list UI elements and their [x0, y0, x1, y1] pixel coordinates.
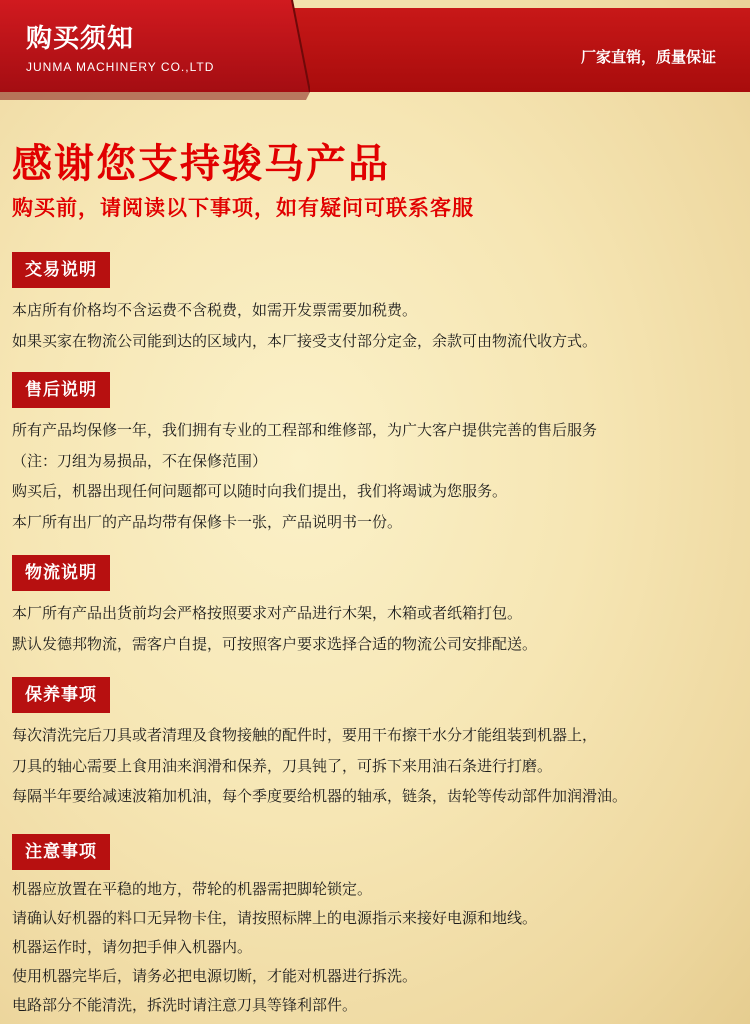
section-line: 如果买家在物流公司能到达的区域内，本厂接受支付部分定金，余款可由物流代收方式。 [12, 331, 598, 350]
section-body [12, 598, 742, 659]
section-line: 机器运作时，请勿把手伸入机器内。 [12, 938, 253, 956]
section-after-sales [12, 372, 742, 537]
section-line: 每次清洗完后刀具或者清理及食物接触的配件时，要用干布擦干水分才能组装到机器上， [12, 726, 598, 744]
section-label: 注意事项 [12, 834, 110, 870]
section-line: 使用机器完毕后，请务必把电源切断，才能对机器进行拆洗。 [12, 967, 418, 985]
section-line: 默认发德邦物流，需客户自提，可按照客户要求选择合适的物流公司安排配送。 [12, 634, 538, 653]
page-title: 购买须知 [26, 24, 135, 54]
header-tagline: 厂家直销，质量保证 [580, 48, 716, 66]
section-label: 交易说明 [12, 252, 110, 288]
section-label: 物流说明 [12, 555, 110, 591]
section-trade [12, 252, 742, 356]
header-bar [290, 8, 750, 92]
main-title: 感谢您支持骏马产品 [12, 141, 390, 187]
section-line: 本厂所有产品出货前均会严格按照要求对产品进行木架，木箱或者纸箱打包。 [12, 604, 523, 622]
company-name: JUNMA MACHINERY CO.,LTD [26, 60, 215, 74]
section-label: 售后说明 [12, 372, 110, 408]
header-title-banner [0, 0, 310, 92]
section-body [12, 415, 742, 537]
section-precautions [12, 834, 742, 1020]
section-line: 所有产品均保修一年，我们拥有专业的工程部和维修部，为广大客户提供完善的售后服务 [12, 421, 598, 439]
main-subtitle: 购买前，请阅读以下事项，如有疑问可联系客服 [12, 196, 474, 220]
section-label: 保养事项 [12, 677, 110, 713]
section-line: 刀具的轴心需要上食用油来润滑和保养，刀具钝了，可拆下来用油石条进行打磨。 [12, 756, 553, 775]
section-line: 机器应放置在平稳的地方，带轮的机器需把脚轮锁定。 [12, 880, 373, 898]
section-body [12, 720, 742, 812]
section-line: 购买后，机器出现任何问题都可以随时向我们提出，我们将竭诚为您服务。 [12, 482, 508, 500]
section-body [12, 295, 742, 356]
section-maintenance [12, 677, 742, 812]
section-line: 本厂所有出厂的产品均带有保修卡一张，产品说明书一份。 [12, 512, 403, 531]
section-line: 电路部分不能清洗，拆洗时请注意刀具等锋利部件。 [12, 996, 358, 1014]
section-body [12, 875, 742, 1020]
section-line: 请确认好机器的料口无异物卡住，请按照标牌上的电源指示来接好电源和地线。 [12, 909, 538, 927]
section-line: （注：刀组为易损品，不在保修范围） [12, 451, 268, 470]
section-line: 本店所有价格均不含运费不含税费，如需开发票需要加税费。 [12, 301, 418, 319]
section-logistics [12, 555, 742, 659]
section-line: 每隔半年要给减速波箱加机油，每个季度要给机器的轴承，链条，齿轮等传动部件加润滑油。 [12, 787, 628, 805]
